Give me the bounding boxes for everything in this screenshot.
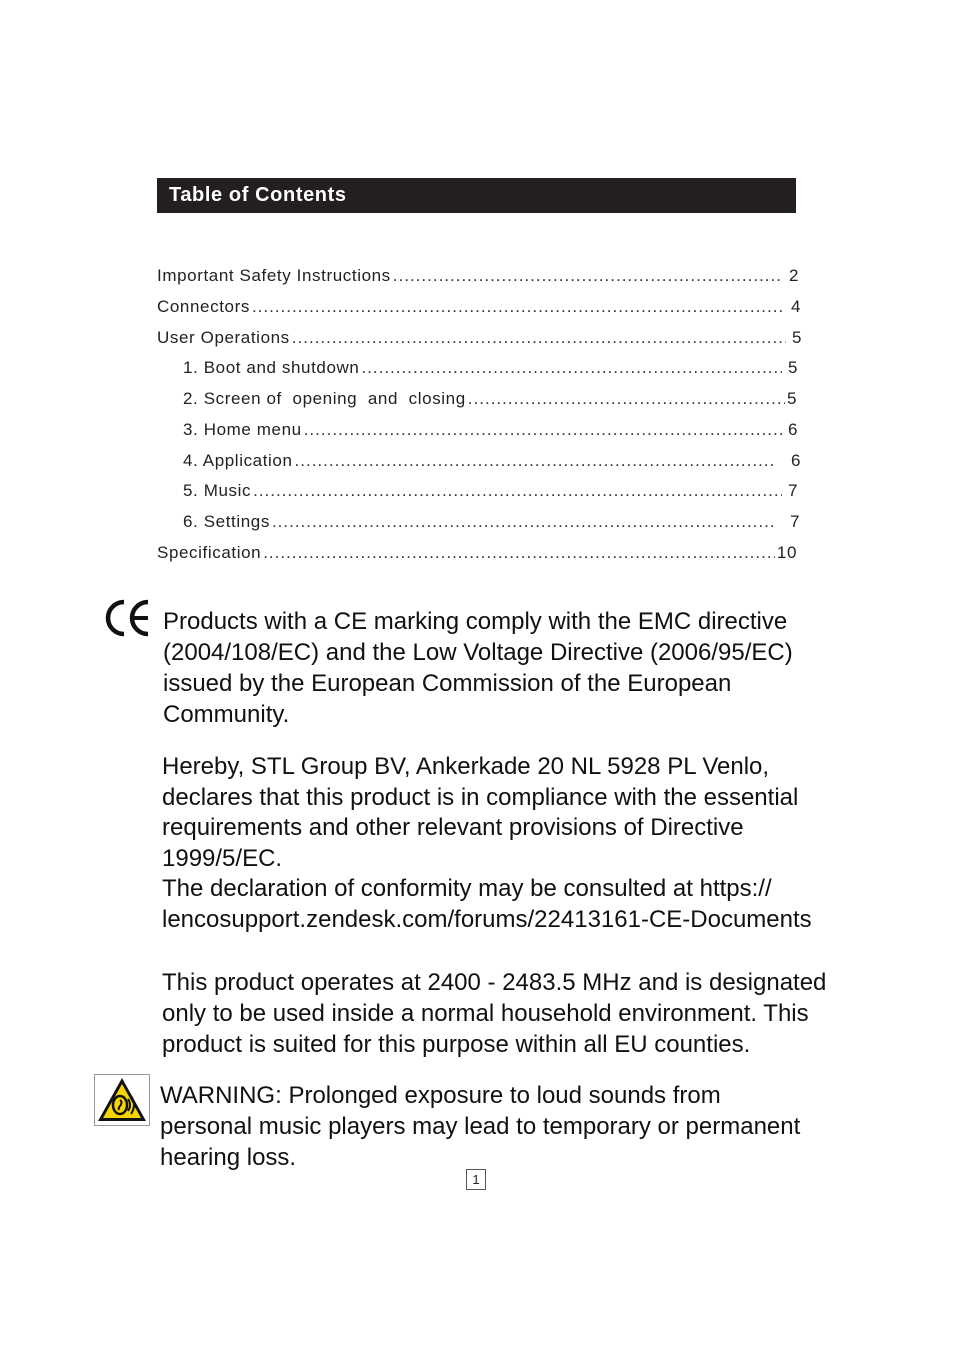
- toc-entry-label: 6. Settings: [183, 512, 270, 531]
- toc-entry-settings[interactable]: [183, 510, 800, 534]
- toc-entry-label: 3. Home menu: [183, 420, 302, 439]
- ce-mark-icon: [104, 598, 152, 638]
- text-line: Hereby, STL Group BV, Ankerkade 20 NL 5928 PL Venlo,: [162, 753, 770, 780]
- text-line: The declaration of conformity may be consulted at https://: [162, 875, 772, 902]
- toc-entry-page: 4: [790, 297, 801, 316]
- toc-leader-dots: [304, 418, 786, 442]
- toc-entry-page: 2: [788, 266, 799, 285]
- text-line: hearing loss.: [160, 1144, 297, 1171]
- toc-entry-page: 6: [790, 451, 801, 470]
- toc-entry-user-operations[interactable]: [157, 326, 802, 350]
- text-line: issued by the European Commission of the European: [163, 670, 732, 697]
- toc-entry-page: 7: [789, 512, 800, 531]
- toc-entry-page: 5: [791, 328, 802, 347]
- text-line: Community.: [163, 701, 290, 728]
- toc-entry-label: 2. Screen of opening and closing: [183, 389, 466, 408]
- toc-leader-dots: [393, 264, 783, 288]
- text-line: WARNING: Prolonged exposure to loud sounds from: [160, 1082, 721, 1109]
- toc-leader-dots: [272, 510, 774, 534]
- text-line: This product operates at 2400 - 2483.5 MHz and is designated: [162, 969, 827, 996]
- ce-compliance-text: [163, 606, 793, 730]
- toc-entry-connectors[interactable]: [157, 295, 801, 319]
- toc-leader-dots: [295, 449, 775, 473]
- toc-entry-label: User Operations: [157, 328, 290, 347]
- frequency-text: [162, 967, 826, 1060]
- toc-leader-dots: [253, 479, 782, 503]
- toc-leader-dots: [252, 295, 785, 319]
- declaration-text: [162, 752, 812, 935]
- text-line: lencosupport.zendesk.com/forums/22413161-CE-Documents: [162, 905, 812, 933]
- page-number: 1: [466, 1169, 486, 1190]
- toc-leader-dots: [468, 387, 785, 411]
- toc-entry-page: 7: [787, 481, 798, 500]
- toc-heading: Table of Contents: [157, 178, 796, 213]
- toc-entry-page: 10: [776, 543, 797, 562]
- text-line: 1999/5/EC.: [162, 844, 283, 872]
- toc-leader-dots: [263, 541, 775, 565]
- toc-entry-page: 5: [786, 389, 797, 408]
- toc-entry-screen[interactable]: [183, 387, 797, 411]
- text-line: product is suited for this purpose within all EU counties.: [162, 1031, 751, 1058]
- text-line: declares that this product is in compliance with the essential: [162, 783, 799, 811]
- toc-entry-label: Connectors: [157, 297, 250, 316]
- toc-entry-specification[interactable]: [157, 541, 797, 565]
- toc-entry-music[interactable]: [183, 479, 798, 503]
- toc-leader-dots: [361, 356, 781, 380]
- toc-entry-label: 4. Application: [183, 451, 293, 470]
- toc-entry-application[interactable]: [183, 449, 801, 473]
- toc-entry-home-menu[interactable]: [183, 418, 798, 442]
- toc-entry-label: 5. Music: [183, 481, 252, 500]
- warning-text: [160, 1080, 800, 1173]
- toc-entry-page: 6: [787, 420, 798, 439]
- toc-entry-label: Important Safety Instructions: [157, 266, 391, 285]
- toc-entry-safety[interactable]: [157, 264, 799, 288]
- text-line: only to be used inside a normal household environment. This: [162, 1000, 809, 1027]
- text-line: personal music players may lead to temporary or permanent: [160, 1113, 801, 1140]
- toc-entry-boot-shutdown[interactable]: [183, 356, 798, 380]
- toc-entry-label: 1. Boot and shutdown: [183, 358, 360, 377]
- text-line: Products with a CE marking comply with the EMC directive: [163, 608, 788, 635]
- hearing-warning-icon: [94, 1074, 150, 1126]
- text-line: (2004/108/EC) and the Low Voltage Directive (2006/95/EC): [163, 639, 793, 666]
- toc-leader-dots: [292, 326, 786, 350]
- text-line: requirements and other relevant provisions of Directive: [162, 814, 744, 841]
- toc-entry-label: Specification: [157, 543, 262, 562]
- toc-entry-page: 5: [787, 358, 798, 377]
